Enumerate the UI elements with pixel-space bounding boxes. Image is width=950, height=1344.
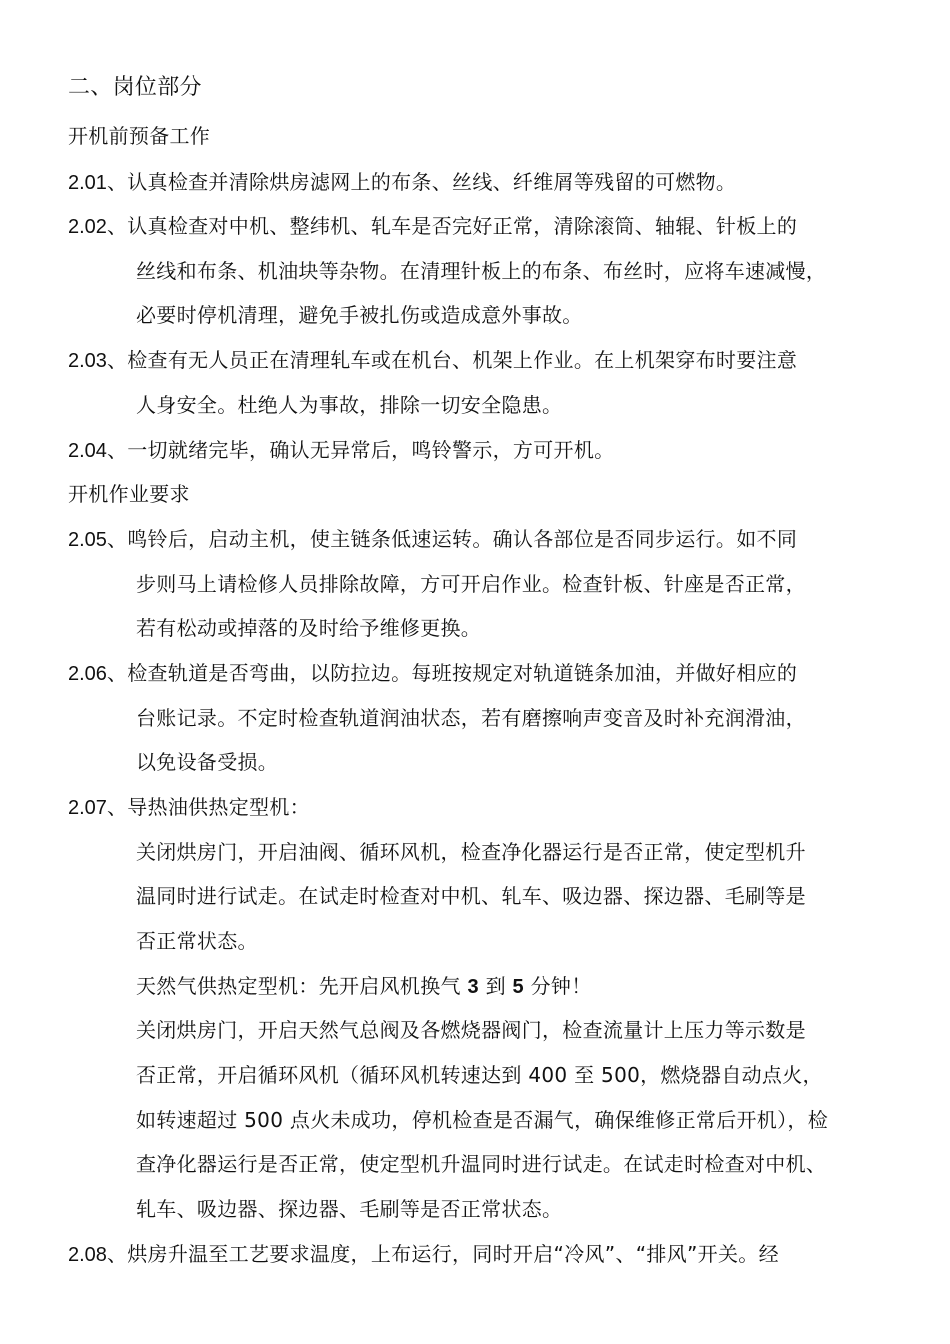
gas-para-line-5: 轧车、吸边器、探边器、毛刷等是否正常状态。 (136, 1197, 563, 1221)
item-2-06-line-3: 以免设备受损。 (136, 750, 279, 774)
gas-para-line-1: 关闭烘房门，开启天然气总阀及各燃烧器阀门，检查流量计上压力等示数是 (136, 1018, 806, 1042)
item-text: 、认真检查对中机、整纬机、轧车是否完好正常，清除滚筒、轴辊、针板上的 (106, 214, 798, 238)
item-2-05-line-2: 步则马上请检修人员排除故障，方可开启作业。检查针板、针座是否正常， (136, 572, 806, 596)
item-text: 、烘房升温至工艺要求温度，上布运行，同时开启“冷风”、“排风”开关。经 (106, 1242, 779, 1266)
item-2-04 (68, 436, 614, 465)
item-text: 、检查轨道是否弯曲，以防拉边。每班按规定对轨道链条加油，并做好相应的 (106, 661, 798, 685)
gas-heading-text-c: 分钟！ (523, 974, 592, 998)
section-title: 二、岗位部分 (68, 75, 202, 100)
item-number: 2.03 (68, 350, 107, 372)
gas-minutes-min: 3 (467, 976, 479, 998)
item-number: 2.07 (68, 797, 107, 819)
gas-minutes-max: 5 (512, 976, 524, 998)
item-2-03-line-2: 人身安全。杜绝人为事故，排除一切安全隐患。 (136, 393, 563, 417)
item-number: 2.02 (68, 216, 107, 238)
gas-para-line-3: 如转速超过 500 点火未成功，停机检查是否漏气，确保维修正常后开机），检 (136, 1108, 828, 1132)
item-text: 、检查有无人员正在清理轧车或在机台、机架上作业。在上机架穿布时要注意 (106, 348, 798, 372)
gas-para-line-2: 否正常，开启循环风机（循环风机转速达到 400 至 500，燃烧器自动点火， (136, 1063, 823, 1087)
item-2-06-line-2: 台账记录。不定时检查轨道润油状态，若有磨擦响声变音及时补充润滑油， (136, 706, 806, 730)
item-number: 2.05 (68, 529, 107, 551)
subsection-heading-operation: 开机作业要求 (68, 482, 190, 506)
item-number: 2.06 (68, 663, 107, 685)
item-text: 、导热油供热定型机： (106, 795, 310, 819)
oil-heating-para-line-1: 关闭烘房门，开启油阀、循环风机，检查净化器运行是否正常，使定型机升 (136, 840, 806, 864)
gas-para-line-4: 查净化器运行是否正常，使定型机升温同时进行试走。在试走时检查对中机、 (136, 1152, 827, 1176)
item-2-07 (68, 793, 310, 822)
item-2-02-line-2: 丝线和布条、机油块等杂物。在清理针板上的布条、布丝时，应将车速减慢， (136, 259, 827, 283)
item-text: 、认真检查并清除烘房滤网上的布条、丝线、纤维屑等残留的可燃物。 (106, 170, 737, 194)
oil-heating-para-line-3: 否正常状态。 (136, 929, 258, 953)
item-2-03 (68, 346, 797, 375)
item-2-05 (68, 525, 797, 554)
item-2-06 (68, 659, 797, 688)
item-2-02 (68, 212, 797, 241)
gas-heading-text-a: 天然气供热定型机：先开启风机换气 (136, 974, 468, 998)
gas-heading-text-b: 到 (478, 974, 513, 998)
item-2-01 (68, 168, 736, 197)
item-number: 2.04 (68, 440, 107, 462)
item-2-05-line-3: 若有松动或掉落的及时给予维修更换。 (136, 616, 482, 640)
subsection-heading-prep: 开机前预备工作 (68, 124, 211, 148)
item-2-08 (68, 1240, 779, 1269)
item-2-02-line-3: 必要时停机清理，避免手被扎伤或造成意外事故。 (136, 303, 583, 327)
item-text: 、一切就绪完毕，确认无异常后，鸣铃警示，方可开机。 (106, 438, 615, 462)
gas-heating-heading (136, 972, 592, 1001)
item-number: 2.01 (68, 172, 107, 194)
item-text: 、鸣铃后，启动主机，使主链条低速运转。确认各部位是否同步运行。如不同 (106, 527, 798, 551)
oil-heating-para-line-2: 温同时进行试走。在试走时检查对中机、轧车、吸边器、探边器、毛刷等是 (136, 884, 806, 908)
item-number: 2.08 (68, 1244, 107, 1266)
